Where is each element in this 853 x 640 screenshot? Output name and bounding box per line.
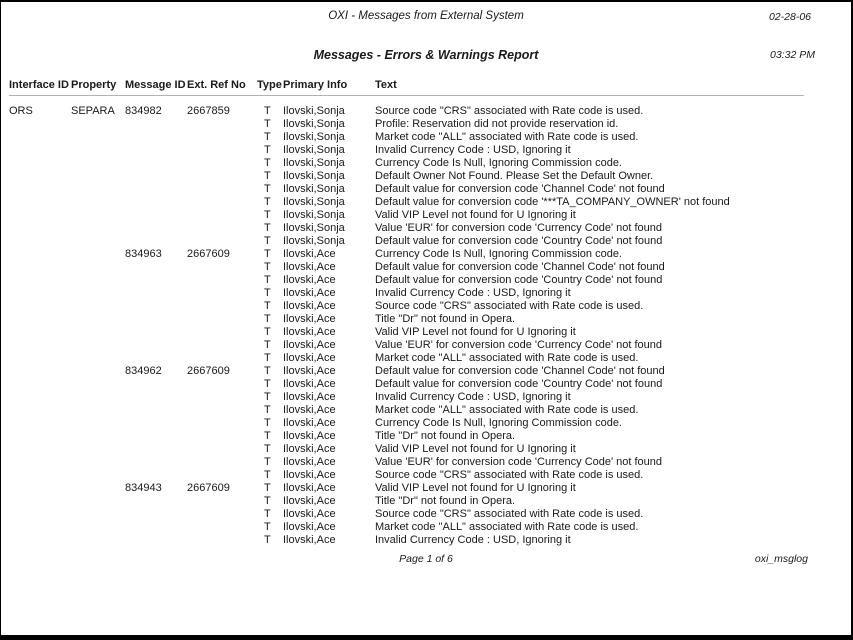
cell-type: T bbox=[264, 209, 271, 221]
cell-ext-ref-no: 2667609 bbox=[187, 248, 230, 260]
cell-ext-ref-no bbox=[187, 534, 257, 547]
table-row bbox=[9, 430, 806, 443]
table-row bbox=[9, 339, 806, 352]
cell-primary-info: Ilovski,Ace bbox=[283, 469, 336, 481]
cell-primary-info: Ilovski,Sonja bbox=[283, 209, 345, 221]
cell-message-id bbox=[125, 443, 187, 456]
cell-type: T bbox=[264, 534, 271, 546]
table-row bbox=[9, 248, 806, 261]
cell-text: Valid VIP Level not found for U Ignoring it bbox=[375, 482, 576, 494]
cell-ext-ref-no bbox=[187, 222, 257, 235]
column-header-property: Property bbox=[71, 79, 117, 91]
cell-interface-id bbox=[9, 404, 71, 417]
cell-message-id bbox=[125, 534, 187, 547]
table-row bbox=[9, 183, 806, 196]
cell-text: Market code "ALL" associated with Rate code is used. bbox=[375, 404, 639, 416]
cell-primary-info: Ilovski,Sonja bbox=[283, 157, 345, 169]
table-row bbox=[9, 287, 806, 300]
cell-interface-id bbox=[9, 144, 71, 157]
cell-type: T bbox=[264, 300, 271, 312]
cell-ext-ref-no bbox=[187, 235, 257, 248]
column-header-message-id: Message ID bbox=[125, 79, 186, 91]
cell-ext-ref-no bbox=[187, 131, 257, 144]
cell-interface-id bbox=[9, 287, 71, 300]
cell-primary-info: Ilovski,Ace bbox=[283, 508, 336, 520]
table-row bbox=[9, 170, 806, 183]
cell-ext-ref-no bbox=[187, 170, 257, 183]
cell-interface-id bbox=[9, 521, 71, 534]
cell-property bbox=[71, 131, 125, 144]
table-row bbox=[9, 456, 806, 469]
cell-property bbox=[71, 183, 125, 196]
cell-property bbox=[71, 508, 125, 521]
cell-interface-id bbox=[9, 157, 71, 170]
table-row bbox=[9, 118, 806, 131]
cell-message-id bbox=[125, 469, 187, 482]
cell-ext-ref-no bbox=[187, 118, 257, 131]
cell-type: T bbox=[264, 261, 271, 273]
cell-property bbox=[71, 521, 125, 534]
cell-interface-id bbox=[9, 235, 71, 248]
cell-type: T bbox=[264, 378, 271, 390]
cell-ext-ref-no bbox=[187, 430, 257, 443]
cell-message-id: 834962 bbox=[125, 365, 162, 377]
table-row bbox=[9, 482, 806, 495]
cell-type: T bbox=[264, 339, 271, 351]
cell-primary-info: Ilovski,Ace bbox=[283, 326, 336, 338]
table-row bbox=[9, 209, 806, 222]
cell-property bbox=[71, 391, 125, 404]
cell-text: Value 'EUR' for conversion code 'Currency Code' not found bbox=[375, 456, 663, 468]
cell-interface-id bbox=[9, 534, 71, 547]
cell-interface-id bbox=[9, 170, 71, 183]
cell-text: Value 'EUR' for conversion code 'Currency Code' not found bbox=[375, 222, 663, 234]
cell-primary-info: Ilovski,Ace bbox=[283, 417, 336, 429]
cell-property bbox=[71, 261, 125, 274]
cell-interface-id: ORS bbox=[9, 105, 33, 117]
cell-type: T bbox=[264, 222, 271, 234]
cell-message-id bbox=[125, 300, 187, 313]
cell-ext-ref-no bbox=[187, 287, 257, 300]
table-header-row bbox=[9, 79, 806, 92]
cell-type: T bbox=[264, 157, 271, 169]
cell-message-id bbox=[125, 222, 187, 235]
messages-table bbox=[9, 79, 806, 547]
cell-message-id bbox=[125, 391, 187, 404]
cell-ext-ref-no: 2667609 bbox=[187, 365, 230, 377]
cell-message-id bbox=[125, 430, 187, 443]
cell-ext-ref-no bbox=[187, 274, 257, 287]
page-number: Page 1 of 6 bbox=[399, 553, 453, 565]
cell-property bbox=[71, 443, 125, 456]
cell-message-id bbox=[125, 456, 187, 469]
cell-ext-ref-no bbox=[187, 456, 257, 469]
cell-text: Valid VIP Level not found for U Ignoring it bbox=[375, 326, 576, 338]
cell-text: Market code "ALL" associated with Rate code is used. bbox=[375, 521, 639, 533]
table-row bbox=[9, 105, 806, 118]
table-row bbox=[9, 521, 806, 534]
cell-primary-info: Ilovski,Sonja bbox=[283, 118, 345, 130]
cell-property bbox=[71, 235, 125, 248]
table-row bbox=[9, 196, 806, 209]
cell-text: Default value for conversion code '***TA_COMPANY_OWNER' not found bbox=[375, 196, 730, 208]
cell-message-id bbox=[125, 404, 187, 417]
cell-type: T bbox=[264, 417, 271, 429]
cell-text: Currency Code Is Null, Ignoring Commission code. bbox=[375, 157, 622, 169]
cell-type: T bbox=[264, 313, 271, 325]
table-row bbox=[9, 261, 806, 274]
cell-interface-id bbox=[9, 313, 71, 326]
cell-interface-id bbox=[9, 443, 71, 456]
cell-ext-ref-no bbox=[187, 521, 257, 534]
cell-message-id bbox=[125, 183, 187, 196]
cell-interface-id bbox=[9, 274, 71, 287]
cell-property bbox=[71, 313, 125, 326]
cell-property bbox=[71, 274, 125, 287]
cell-text: Default value for conversion code 'Channel Code' not found bbox=[375, 183, 665, 195]
cell-text: Title "Dr" not found in Opera. bbox=[375, 430, 516, 442]
cell-message-id: 834963 bbox=[125, 248, 162, 260]
table-row bbox=[9, 391, 806, 404]
cell-ext-ref-no bbox=[187, 157, 257, 170]
cell-type: T bbox=[264, 508, 271, 520]
cell-text: Value 'EUR' for conversion code 'Currency Code' not found bbox=[375, 339, 663, 351]
cell-property bbox=[71, 157, 125, 170]
cell-type: T bbox=[264, 118, 271, 130]
table-row bbox=[9, 417, 806, 430]
cell-property bbox=[71, 196, 125, 209]
table-row bbox=[9, 300, 806, 313]
cell-text: Market code "ALL" associated with Rate code is used. bbox=[375, 131, 639, 143]
cell-primary-info: Ilovski,Sonja bbox=[283, 235, 345, 247]
column-header-primary-info: Primary Info bbox=[283, 79, 348, 91]
cell-property bbox=[71, 300, 125, 313]
cell-text: Source code "CRS" associated with Rate code is used. bbox=[375, 469, 644, 481]
cell-message-id bbox=[125, 196, 187, 209]
cell-ext-ref-no bbox=[187, 300, 257, 313]
cell-primary-info: Ilovski,Ace bbox=[283, 404, 336, 416]
cell-message-id bbox=[125, 339, 187, 352]
cell-text: Default value for conversion code 'Country Code' not found bbox=[375, 235, 663, 247]
cell-message-id bbox=[125, 144, 187, 157]
table-row bbox=[9, 508, 806, 521]
cell-text: Default value for conversion code 'Country Code' not found bbox=[375, 274, 663, 286]
cell-ext-ref-no bbox=[187, 443, 257, 456]
cell-message-id bbox=[125, 417, 187, 430]
cell-text: Default value for conversion code 'Channel Code' not found bbox=[375, 365, 665, 377]
cell-message-id bbox=[125, 521, 187, 534]
report-subtitle: Messages - Errors & Warnings Report bbox=[313, 48, 539, 62]
cell-text: Default value for conversion code 'Country Code' not found bbox=[375, 378, 663, 390]
cell-property bbox=[71, 144, 125, 157]
cell-ext-ref-no bbox=[187, 469, 257, 482]
cell-property bbox=[71, 365, 125, 378]
cell-type: T bbox=[264, 469, 271, 481]
cell-property bbox=[71, 287, 125, 300]
cell-interface-id bbox=[9, 391, 71, 404]
cell-primary-info: Ilovski,Sonja bbox=[283, 170, 345, 182]
cell-property bbox=[71, 482, 125, 495]
cell-text: Invalid Currency Code : USD, Ignoring it bbox=[375, 534, 571, 546]
cell-message-id bbox=[125, 326, 187, 339]
table-row bbox=[9, 313, 806, 326]
cell-property bbox=[71, 339, 125, 352]
cell-type: T bbox=[264, 274, 271, 286]
cell-primary-info: Ilovski,Ace bbox=[283, 352, 336, 364]
cell-property bbox=[71, 430, 125, 443]
cell-text: Source code "CRS" associated with Rate code is used. bbox=[375, 508, 644, 520]
cell-interface-id bbox=[9, 131, 71, 144]
cell-primary-info: Ilovski,Ace bbox=[283, 261, 336, 273]
cell-type: T bbox=[264, 196, 271, 208]
cell-ext-ref-no bbox=[187, 417, 257, 430]
cell-property bbox=[71, 378, 125, 391]
cell-message-id bbox=[125, 157, 187, 170]
cell-text: Profile: Reservation did not provide reservation id. bbox=[375, 118, 619, 130]
cell-primary-info: Ilovski,Ace bbox=[283, 534, 336, 546]
cell-primary-info: Ilovski,Sonja bbox=[283, 144, 345, 156]
cell-type: T bbox=[264, 235, 271, 247]
cell-primary-info: Ilovski,Ace bbox=[283, 287, 336, 299]
cell-ext-ref-no bbox=[187, 404, 257, 417]
cell-ext-ref-no: 2667609 bbox=[187, 482, 230, 494]
report-date: 02-28-06 bbox=[768, 11, 811, 23]
cell-ext-ref-no bbox=[187, 313, 257, 326]
table-row bbox=[9, 378, 806, 391]
header-separator-line bbox=[9, 95, 804, 96]
cell-ext-ref-no bbox=[187, 391, 257, 404]
cell-text: Invalid Currency Code : USD, Ignoring it bbox=[375, 391, 571, 403]
cell-message-id bbox=[125, 261, 187, 274]
cell-property bbox=[71, 209, 125, 222]
cell-interface-id bbox=[9, 508, 71, 521]
cell-interface-id bbox=[9, 300, 71, 313]
table-row bbox=[9, 222, 806, 235]
cell-type: T bbox=[264, 287, 271, 299]
cell-type: T bbox=[264, 248, 271, 260]
column-header-text: Text bbox=[375, 79, 397, 91]
cell-interface-id bbox=[9, 482, 71, 495]
cell-property bbox=[71, 456, 125, 469]
cell-property bbox=[71, 326, 125, 339]
column-header-ext-ref-no: Ext. Ref No bbox=[187, 79, 246, 91]
cell-interface-id bbox=[9, 430, 71, 443]
cell-property bbox=[71, 469, 125, 482]
cell-ext-ref-no bbox=[187, 196, 257, 209]
cell-ext-ref-no bbox=[187, 261, 257, 274]
cell-property bbox=[71, 248, 125, 261]
cell-primary-info: Ilovski,Ace bbox=[283, 482, 336, 494]
cell-primary-info: Ilovski,Ace bbox=[283, 521, 336, 533]
cell-primary-info: Ilovski,Sonja bbox=[283, 131, 345, 143]
cell-primary-info: Ilovski,Ace bbox=[283, 274, 336, 286]
cell-primary-info: Ilovski,Ace bbox=[283, 456, 336, 468]
cell-message-id: 834982 bbox=[125, 105, 162, 117]
cell-message-id bbox=[125, 313, 187, 326]
cell-primary-info: Ilovski,Ace bbox=[283, 339, 336, 351]
cell-text: Currency Code Is Null, Ignoring Commission code. bbox=[375, 417, 622, 429]
cell-text: Valid VIP Level not found for U Ignoring it bbox=[375, 443, 576, 455]
cell-interface-id bbox=[9, 456, 71, 469]
cell-message-id bbox=[125, 352, 187, 365]
cell-text: Title "Dr" not found in Opera. bbox=[375, 313, 516, 325]
cell-text: Source code "CRS" associated with Rate code is used. bbox=[375, 300, 644, 312]
cell-primary-info: Ilovski,Ace bbox=[283, 391, 336, 403]
table-row bbox=[9, 495, 806, 508]
cell-text: Invalid Currency Code : USD, Ignoring it bbox=[375, 144, 571, 156]
cell-ext-ref-no bbox=[187, 378, 257, 391]
cell-primary-info: Ilovski,Sonja bbox=[283, 183, 345, 195]
cell-ext-ref-no bbox=[187, 144, 257, 157]
cell-type: T bbox=[264, 326, 271, 338]
table-row bbox=[9, 534, 806, 547]
cell-type: T bbox=[264, 521, 271, 533]
cell-type: T bbox=[264, 365, 271, 377]
table-row bbox=[9, 235, 806, 248]
cell-type: T bbox=[264, 482, 271, 494]
column-header-type: Type bbox=[257, 79, 282, 91]
table-row bbox=[9, 157, 806, 170]
cell-type: T bbox=[264, 144, 271, 156]
table-row bbox=[9, 144, 806, 157]
cell-ext-ref-no bbox=[187, 209, 257, 222]
cell-property: SEPARA bbox=[71, 105, 115, 117]
cell-interface-id bbox=[9, 326, 71, 339]
cell-ext-ref-no: 2667859 bbox=[187, 105, 230, 117]
cell-type: T bbox=[264, 183, 271, 195]
cell-interface-id bbox=[9, 222, 71, 235]
cell-primary-info: Ilovski,Ace bbox=[283, 248, 336, 260]
cell-property bbox=[71, 222, 125, 235]
report-rows bbox=[9, 105, 806, 547]
cell-interface-id bbox=[9, 469, 71, 482]
cell-type: T bbox=[264, 443, 271, 455]
cell-message-id bbox=[125, 495, 187, 508]
cell-message-id bbox=[125, 274, 187, 287]
cell-type: T bbox=[264, 352, 271, 364]
cell-message-id: 834943 bbox=[125, 482, 162, 494]
table-row bbox=[9, 443, 806, 456]
cell-property bbox=[71, 352, 125, 365]
cell-interface-id bbox=[9, 196, 71, 209]
column-header-interface-id: Interface ID bbox=[9, 79, 69, 91]
cell-property bbox=[71, 118, 125, 131]
cell-interface-id bbox=[9, 183, 71, 196]
cell-interface-id bbox=[9, 261, 71, 274]
cell-text: Default value for conversion code 'Channel Code' not found bbox=[375, 261, 665, 273]
cell-text: Market code "ALL" associated with Rate code is used. bbox=[375, 352, 639, 364]
cell-primary-info: Ilovski,Ace bbox=[283, 495, 336, 507]
cell-interface-id bbox=[9, 352, 71, 365]
report-time: 03:32 PM bbox=[770, 49, 815, 61]
cell-type: T bbox=[264, 131, 271, 143]
cell-interface-id bbox=[9, 378, 71, 391]
cell-ext-ref-no bbox=[187, 352, 257, 365]
cell-message-id bbox=[125, 131, 187, 144]
cell-text: Valid VIP Level not found for U Ignoring it bbox=[375, 209, 576, 221]
cell-ext-ref-no bbox=[187, 183, 257, 196]
cell-message-id bbox=[125, 378, 187, 391]
cell-text: Source code "CRS" associated with Rate code is used. bbox=[375, 105, 644, 117]
table-row bbox=[9, 274, 806, 287]
cell-interface-id bbox=[9, 365, 71, 378]
table-row bbox=[9, 404, 806, 417]
cell-message-id bbox=[125, 170, 187, 183]
cell-message-id bbox=[125, 118, 187, 131]
cell-text: Invalid Currency Code : USD, Ignoring it bbox=[375, 287, 571, 299]
cell-interface-id bbox=[9, 209, 71, 222]
cell-text: Currency Code Is Null, Ignoring Commission code. bbox=[375, 248, 622, 260]
cell-property bbox=[71, 404, 125, 417]
cell-type: T bbox=[264, 456, 271, 468]
cell-ext-ref-no bbox=[187, 326, 257, 339]
cell-ext-ref-no bbox=[187, 508, 257, 521]
table-row bbox=[9, 326, 806, 339]
table-row bbox=[9, 365, 806, 378]
cell-message-id bbox=[125, 508, 187, 521]
table-row bbox=[9, 352, 806, 365]
cell-primary-info: Ilovski,Ace bbox=[283, 365, 336, 377]
cell-interface-id bbox=[9, 417, 71, 430]
cell-property bbox=[71, 495, 125, 508]
report-id: oxi_msglog bbox=[754, 553, 808, 565]
cell-primary-info: Ilovski,Sonja bbox=[283, 222, 345, 234]
cell-interface-id bbox=[9, 339, 71, 352]
cell-primary-info: Ilovski,Ace bbox=[283, 430, 336, 442]
cell-message-id bbox=[125, 209, 187, 222]
cell-primary-info: Ilovski,Ace bbox=[283, 443, 336, 455]
cell-property bbox=[71, 170, 125, 183]
table-row bbox=[9, 131, 806, 144]
cell-message-id bbox=[125, 287, 187, 300]
cell-primary-info: Ilovski,Ace bbox=[283, 313, 336, 325]
cell-primary-info: Ilovski,Sonja bbox=[283, 105, 345, 117]
cell-type: T bbox=[264, 430, 271, 442]
cell-interface-id bbox=[9, 248, 71, 261]
cell-property bbox=[71, 417, 125, 430]
cell-interface-id bbox=[9, 495, 71, 508]
cell-ext-ref-no bbox=[187, 495, 257, 508]
cell-type: T bbox=[264, 391, 271, 403]
cell-type: T bbox=[264, 495, 271, 507]
cell-type: T bbox=[264, 170, 271, 182]
cell-primary-info: Ilovski,Sonja bbox=[283, 196, 345, 208]
cell-primary-info: Ilovski,Ace bbox=[283, 378, 336, 390]
cell-primary-info: Ilovski,Ace bbox=[283, 300, 336, 312]
cell-interface-id bbox=[9, 118, 71, 131]
cell-message-id bbox=[125, 235, 187, 248]
report-title: OXI - Messages from External System bbox=[328, 10, 524, 22]
table-row bbox=[9, 469, 806, 482]
cell-type: T bbox=[264, 105, 271, 117]
cell-type: T bbox=[264, 404, 271, 416]
cell-property bbox=[71, 534, 125, 547]
cell-text: Default Owner Not Found. Please Set the Default Owner. bbox=[375, 170, 654, 182]
cell-text: Title "Dr" not found in Opera. bbox=[375, 495, 516, 507]
cell-ext-ref-no bbox=[187, 339, 257, 352]
